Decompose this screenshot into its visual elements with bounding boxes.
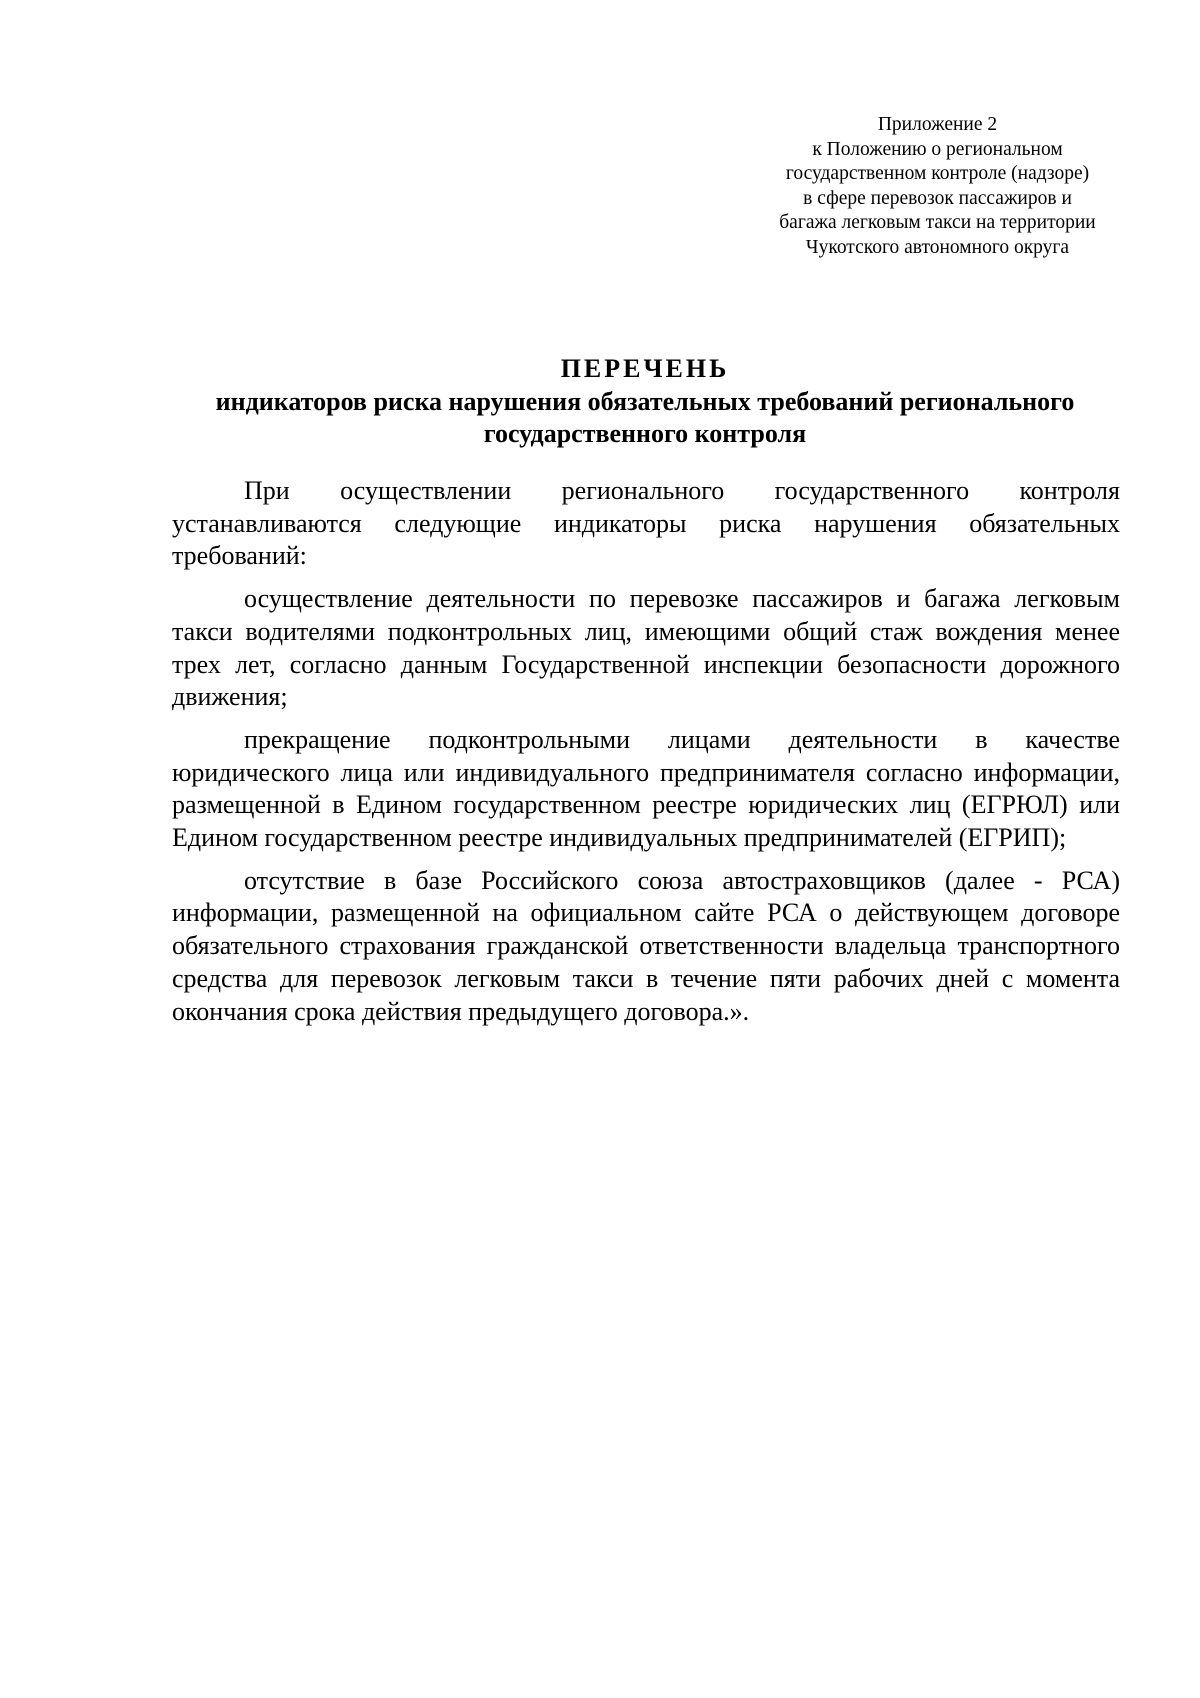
annex-line: багажа легковым такси на территории	[779, 212, 1096, 234]
title-subtitle-line: государственного контроля	[483, 419, 807, 448]
title-main: ПЕРЕЧЕНЬ	[560, 354, 730, 383]
indicator-paragraph: прекращение подконтрольными лицами деятельности в качестве юридического лица или индивидуального предпринимателя согласно информации, размещенной в Едином государственном реестре юридических лиц (ЕГРЮЛ) или Едином государственном реестре индивидуальных предпринимателей (ЕГРИП);	[172, 724, 1120, 853]
annex-line: Чукотского автономного округа	[805, 236, 1070, 258]
indicator-paragraph: отсутствие в базе Российского союза автостраховщиков (далее - РСА) информации, размещенной на официальном сайте РСА о действующем договоре обязательного страхования гражданской ответственности владельца транспортного средства для перевозок легковым такси в течение пяти рабочих дней с момента окончания срока действия предыдущего договора.».	[172, 865, 1120, 1026]
annex-line: государственном контроле (надзоре)	[785, 163, 1090, 185]
annex-line: Приложение 2	[877, 114, 998, 135]
document-body	[172, 475, 1120, 1038]
intro-paragraph: При осуществлении регионального государственного контроля устанавливаются следующие индикаторы риска нарушения обязательных требований:	[172, 476, 1120, 571]
indicator-paragraph: осуществление деятельности по перевозке пассажиров и багажа легковым такси водителями подконтрольных лиц, имеющими общий стаж вождения менее трех лет, согласно данным Государственной инспекции безопасности дорожного движения;	[172, 584, 1120, 712]
annex-line: в сфере перевозок пассажиров и	[803, 187, 1072, 209]
annex-header	[745, 113, 1130, 261]
title-subtitle-line: индикаторов риска нарушения обязательных требований регионального	[215, 386, 1075, 416]
document-title	[170, 353, 1120, 451]
annex-line: к Положению о региональном	[812, 138, 1063, 160]
